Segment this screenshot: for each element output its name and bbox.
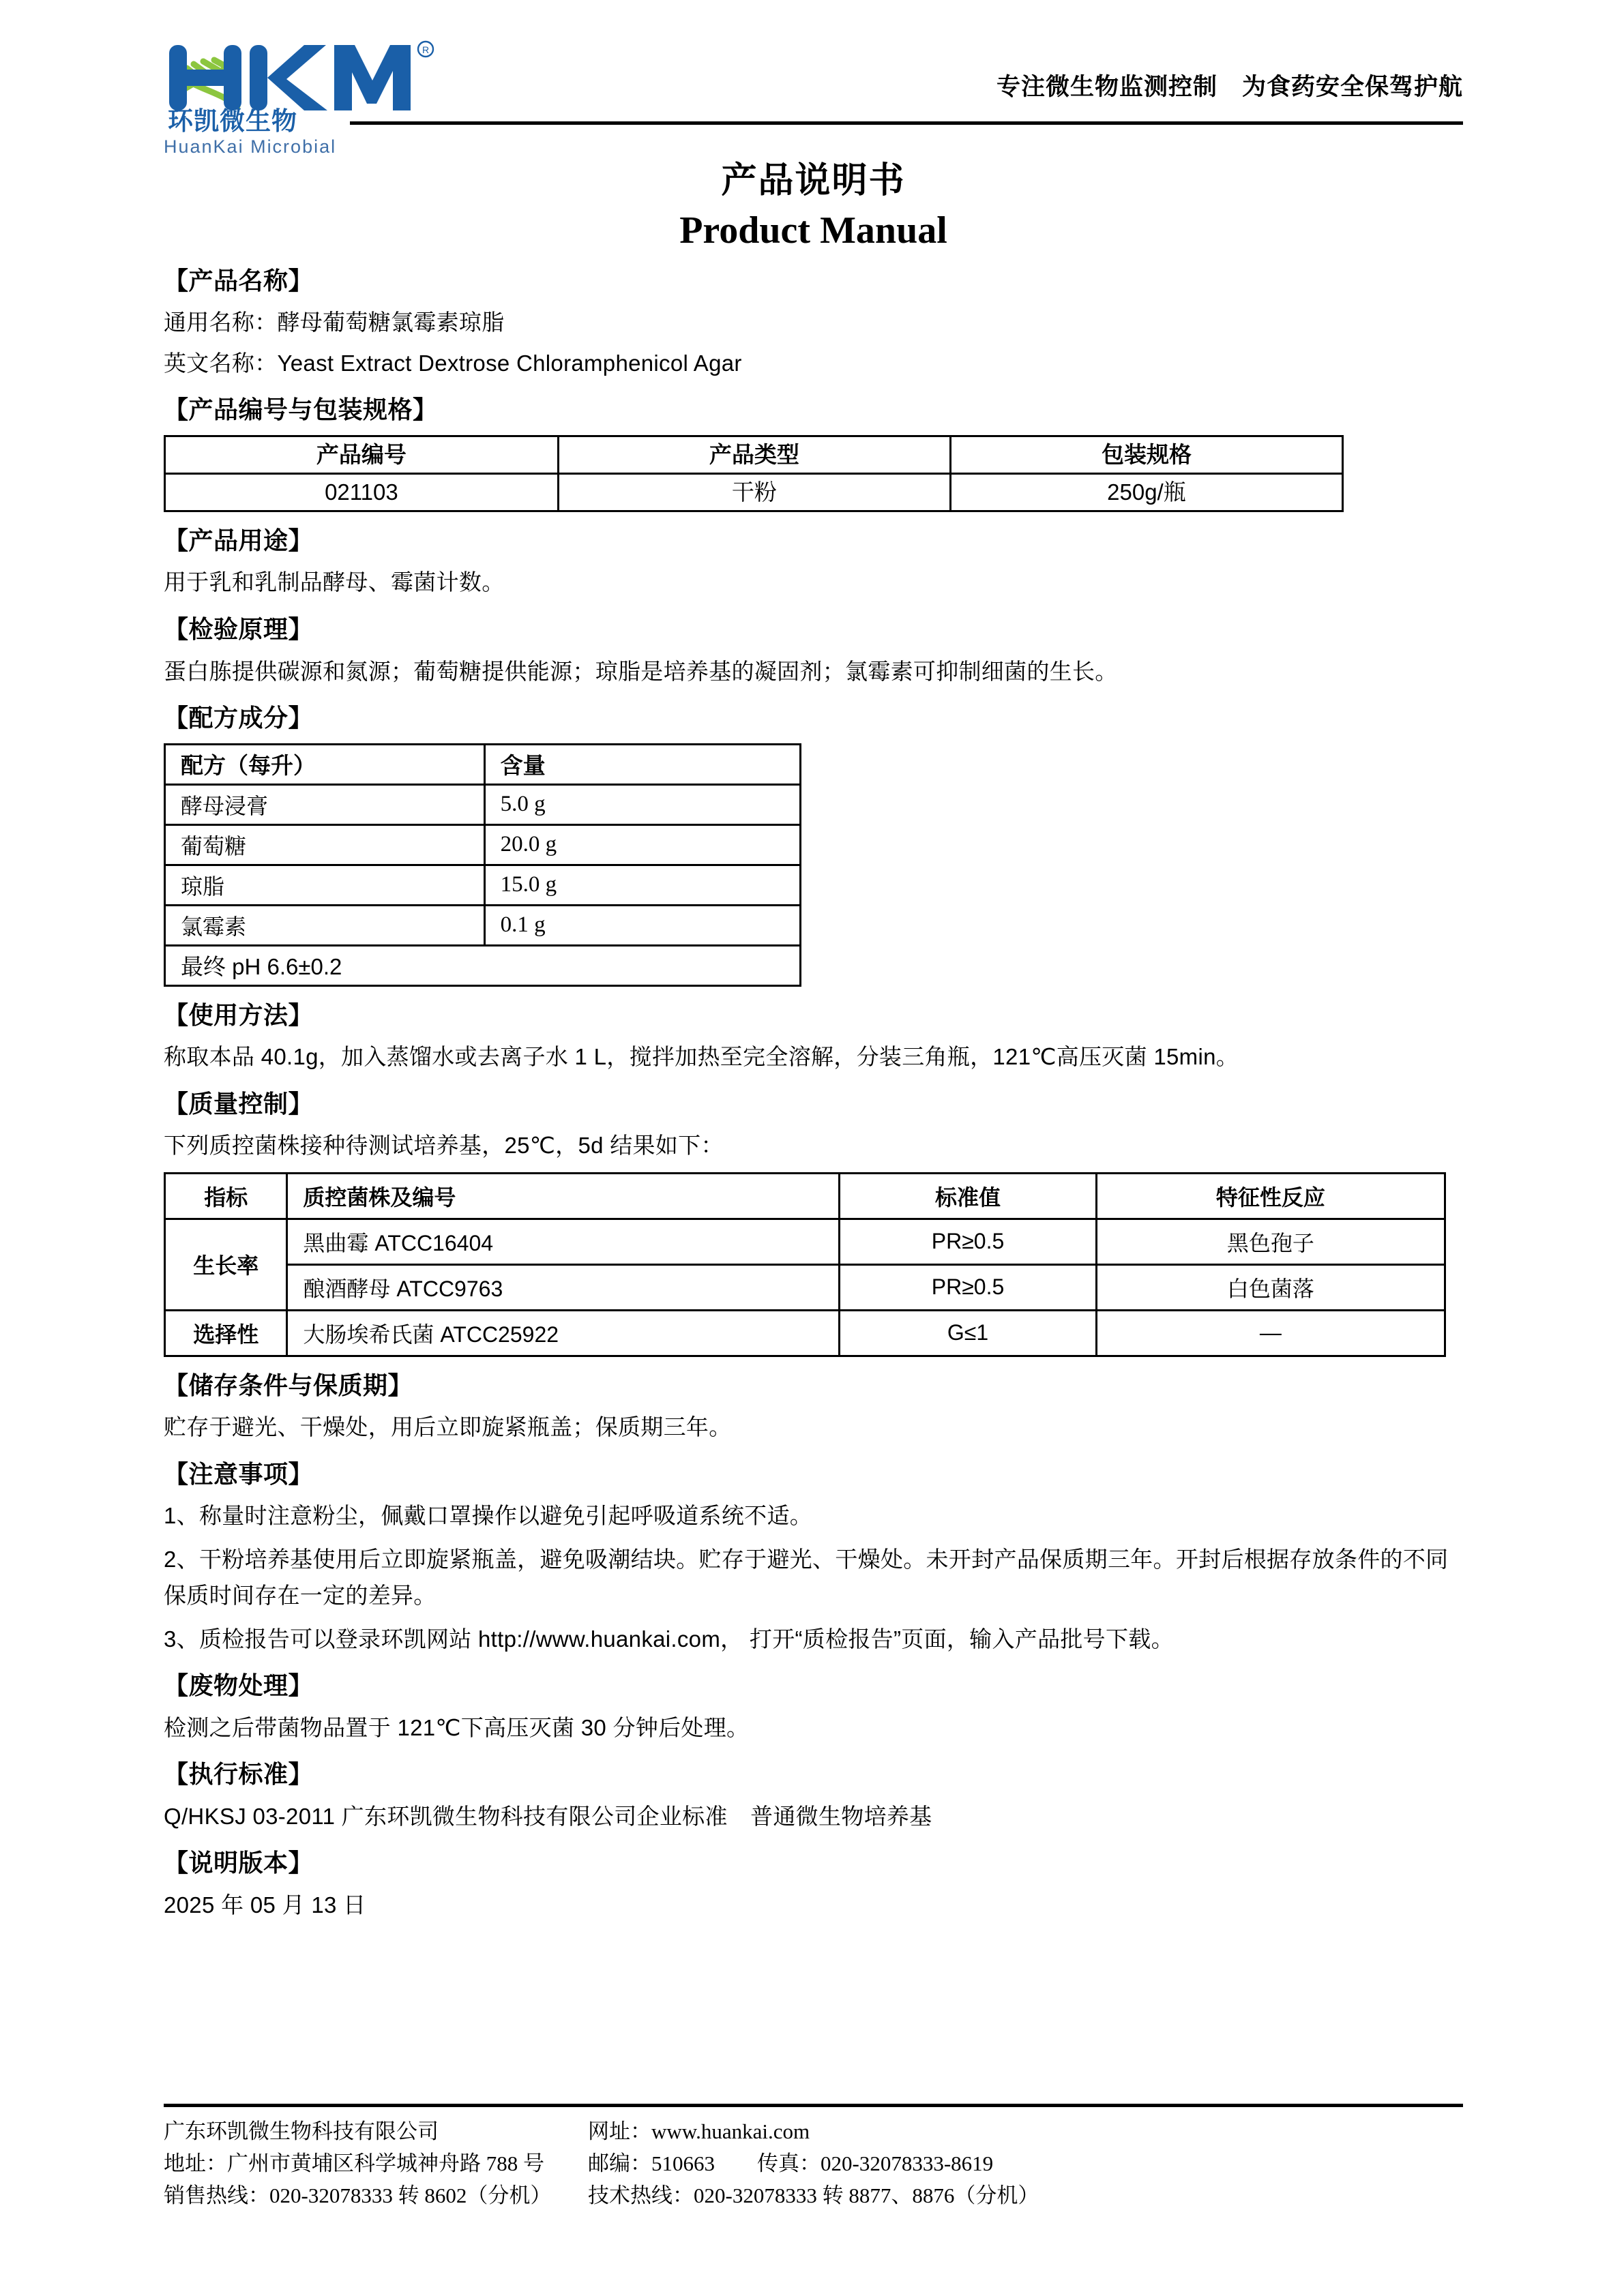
page-content [164,0,1463,1923]
footer-right-column [559,2115,1463,2211]
footer-sales-hotline: 销售热线：020-32078333 转 8602（分机） [164,2183,552,2208]
precaution-item-2: 2、干粉培养基使用后立即旋紧瓶盖，避免吸潮结块。贮存于避光、干燥处。未开封产品保质期三年。开封后根据存放条件的不同保质时间存在一定的差异。 [164,1546,1449,1609]
qc-col-indicator: 指标 [165,1173,287,1219]
storage-text: 贮存于避光、干燥处，用后立即旋紧瓶盖；保质期三年。 [164,1414,732,1440]
qc-strain-2: 大肠埃希氏菌 ATCC25922 [287,1310,840,1356]
qc-standard-1: PR≥0.5 [840,1264,1096,1310]
table-row [165,1219,1445,1264]
formula-amount-2: 15.0 g [484,865,800,905]
page-header [164,0,1463,157]
section-heading-usage: 【产品用途】 [164,526,314,554]
section-heading-standard: 【执行标准】 [164,1760,314,1789]
spec-value-product-code: 021103 [165,473,559,511]
table-row [165,905,801,945]
qc-col-strain: 质控菌株及编号 [287,1173,840,1219]
qc-standard-0: PR≥0.5 [840,1219,1096,1264]
qc-reaction-0: 黑色孢子 [1096,1219,1445,1264]
header-tagline: 专注微生物监测控制 为食药安全保驾护航 [996,74,1463,100]
section-heading-waste: 【废物处理】 [164,1671,314,1700]
version-date: 2025 年 05 月 13 日 [164,1892,366,1918]
qc-strain-1: 酿酒酵母 ATCC9763 [287,1264,840,1310]
qc-col-reaction: 特征性反应 [1096,1173,1445,1219]
table-row [165,865,801,905]
spec-value-product-type: 干粉 [558,473,950,511]
footer-company: 广东环凯微生物科技有限公司 [164,2119,439,2143]
standard-text: Q/HKSJ 03-2011 广东环凯微生物科技有限公司企业标准 普通微生物培养基 [164,1803,932,1829]
footer-content [164,2115,1463,2211]
footer-website: 网址：www.huankai.com [588,2119,810,2143]
formula-name-0: 酵母浸膏 [165,784,485,824]
method-text: 称取本品 40.1g，加入蒸馏水或去离子水 1 L，搅拌加热至完全溶解，分装三角瓶，121℃高压灭菌 15min。 [164,1044,1239,1070]
qc-col-standard: 标准值 [840,1173,1096,1219]
spec-value-package: 250g/瓶 [950,473,1342,511]
formula-final-ph: 最终 pH 6.6±0.2 [165,945,801,985]
table-row [165,1264,1445,1310]
logo-english-name: HuanKai Microbial [164,136,337,157]
waste-text: 检测之后带菌物品置于 121℃下高压灭菌 30 分钟后处理。 [164,1714,750,1740]
svg-text:环凯微生物: 环凯微生物 [168,107,297,135]
section-heading-principle: 【检验原理】 [164,614,314,643]
formula-name-1: 葡萄糖 [165,824,485,865]
footer-tech-hotline: 技术热线：020-32078333 转 8877、8876（分机） [588,2183,1039,2208]
qc-reaction-2: — [1096,1310,1445,1356]
quality-control-table [164,1172,1446,1357]
section-heading-version: 【说明版本】 [164,1849,314,1877]
document-title-en: Product Manual [679,209,947,252]
formula-table-header-row [165,744,801,784]
footer-address: 地址：广州市黄埔区科学城神舟路 788 号 [164,2151,544,2176]
formula-amount-3: 0.1 g [484,905,800,945]
formula-name-3: 氯霉素 [165,905,485,945]
svg-text:R: R [422,44,430,55]
spec-col-package: 包装规格 [950,436,1342,473]
header-divider [350,121,1463,125]
product-generic-name: 通用名称：酵母葡萄糖氯霉素琼脂 [164,310,505,336]
section-heading-method: 【使用方法】 [164,1000,314,1029]
spec-col-product-type: 产品类型 [558,436,950,473]
table-row [165,784,801,824]
table-row [165,1310,1445,1356]
section-heading-storage: 【储存条件与保质期】 [164,1371,413,1399]
hkm-logo [164,33,457,157]
usage-text: 用于乳和乳制品酵母、霉菌计数。 [164,569,505,595]
formula-name-2: 琼脂 [165,865,485,905]
quality-control-intro: 下列质控菌株接种待测试培养基，25℃，5d 结果如下： [164,1133,724,1159]
section-heading-precautions: 【注意事项】 [164,1459,314,1488]
spec-col-product-code: 产品编号 [165,436,559,473]
qc-strain-0: 黑曲霉 ATCC16404 [287,1219,840,1264]
formula-amount-1: 20.0 g [484,824,800,865]
section-heading-product-name: 【产品名称】 [164,266,314,295]
spec-table-header-row [165,436,1343,473]
footer-divider [164,2104,1463,2107]
section-heading-formula: 【配方成分】 [164,703,314,732]
section-heading-quality-control: 【质量控制】 [164,1089,314,1118]
principle-text: 蛋白胨提供碳源和氮源；葡萄糖提供能源；琼脂是培养基的凝固剂；氯霉素可抑制细菌的生长。 [164,658,1118,684]
document-title-cn: 产品说明书 [721,161,906,200]
section-heading-spec: 【产品编号与包装规格】 [164,396,438,424]
formula-table [164,743,801,987]
qc-table-header-row [165,1173,1445,1219]
qc-indicator-selectivity: 选择性 [165,1310,287,1356]
spec-table [164,435,1344,512]
precaution-item-1: 1、称量时注意粉尘，佩戴口罩操作以避免引起呼吸道系统不适。 [164,1503,813,1529]
precaution-item-3: 3、质检报告可以登录环凯网站 http://www.huankai.com， 打开“质检报告”页面，输入产品批号下载。 [164,1626,1174,1652]
formula-amount-0: 5.0 g [484,784,800,824]
table-row [165,824,801,865]
hkm-logo-graphic [164,33,457,142]
product-english-name: 英文名称：Yeast Extract Dextrose Chloramphenicol Agar [164,350,742,376]
formula-col-amount: 含量 [484,744,800,784]
qc-indicator-growth-rate: 生长率 [165,1219,287,1310]
footer-postcode-fax: 邮编：510663 传真：020-32078333-8619 [588,2151,994,2176]
qc-reaction-1: 白色菌落 [1096,1264,1445,1310]
qc-standard-2: G≤1 [840,1310,1096,1356]
table-row [165,473,1343,511]
formula-col-name: 配方（每升） [165,744,485,784]
formula-ph-row [165,945,801,985]
page-footer [164,2104,1463,2211]
footer-left-column [164,2115,559,2211]
